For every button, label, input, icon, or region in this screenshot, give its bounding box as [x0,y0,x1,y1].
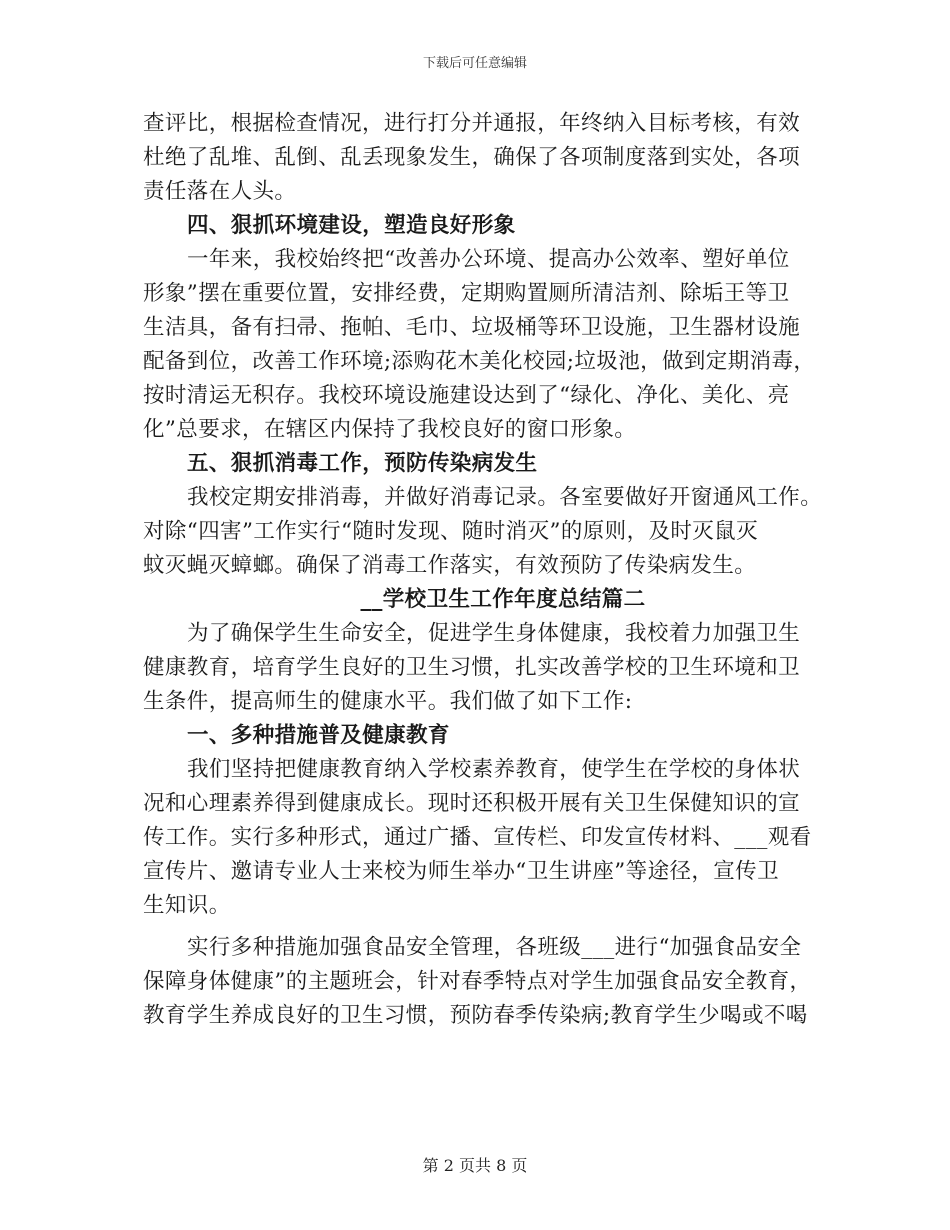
article-title: __学校卫生工作年度总结篇二 [360,587,646,612]
paragraph-line: 查评比，根据检查情况，进行打分并通报，年终纳入目标考核，有效 [143,111,801,136]
paragraph-line: 宣传片、邀请专业人士来校为师生举办“卫生讲座”等途径，宣传卫 [143,859,779,884]
paragraph-line: 责任落在人头。 [143,179,297,204]
paragraph-line: 生洁具，备有扫帚、拖帕、毛巾、垃圾桶等环卫设施，卫生器材设施 [143,315,801,340]
paragraph-line: 我们坚持把健康教育纳入学校素养教育，使学生在学校的身体状 [187,757,801,782]
section-heading: 五、狠抓消毒工作，预防传染病发生 [187,451,538,476]
paragraph-line: 况和心理素养得到健康成长。现时还积极开展有关卫生保健知识的宣 [143,791,801,816]
paragraph-line: 生条件，提高师生的健康水平。我们做了如下工作: [143,689,633,714]
paragraph-line: 蚊灭蝇灭蟑螂。确保了消毒工作落实，有效预防了传染病发生。 [143,553,757,578]
paragraph-line: 按时清运无积存。我校环境设施建设达到了“绿化、净化、美化、亮 [143,383,790,408]
section-heading: 一、多种措施普及健康教育 [187,723,450,748]
paragraph-line: 一年来，我校始终把“改善办公环境、提高办公效率、塑好单位 [187,247,790,272]
paragraph-line: 化”总要求，在辖区内保持了我校良好的窗口形象。 [143,417,637,442]
paragraph-line: 教育学生养成良好的卫生习惯，预防春季传染病;教育学生少喝或不喝 [143,1003,808,1028]
paragraph-line: 为了确保学生生命安全，促进学生身体健康，我校着力加强卫生 [187,621,801,646]
paragraph-line: 我校定期安排消毒，并做好消毒记录。各室要做好开窗通风工作。 [187,485,823,510]
paragraph-line: 形象”摆在重要位置，安排经费，定期购置厕所清洁剂、除垢王等卫 [143,281,790,306]
page-number: 第 2 页共 8 页 [422,1156,528,1175]
paragraph-line: 传工作。实行多种形式，通过广播、宣传栏、印发宣传材料、___观看 [143,825,812,850]
paragraph-line: 生知识。 [143,893,231,918]
page-header: 下载后可任意编辑 [422,56,527,71]
paragraph-line: 健康教育，培育学生良好的卫生习惯，扎实改善学校的卫生环境和卫 [143,655,801,680]
paragraph-line: 对除“四害”工作实行“随时发现、随时消灭”的原则，及时灭鼠灭 [143,519,758,544]
paragraph-line: 实行多种措施加强食品安全管理，各班级___进行“加强食品安全 [187,935,802,960]
paragraph-line: 保障身体健康”的主题班会，针对春季特点对学生加强食品安全教育， [143,969,812,994]
body-text [143,107,823,1033]
section-heading: 四、狠抓环境建设，塑造良好形象 [187,213,516,238]
paragraph-line: 杜绝了乱堆、乱倒、乱丢现象发生，确保了各项制度落到实处，各项 [143,145,801,170]
paragraph-line: 配备到位，改善工作环境;添购花木美化校园;垃圾池，做到定期消毒， [143,349,816,374]
